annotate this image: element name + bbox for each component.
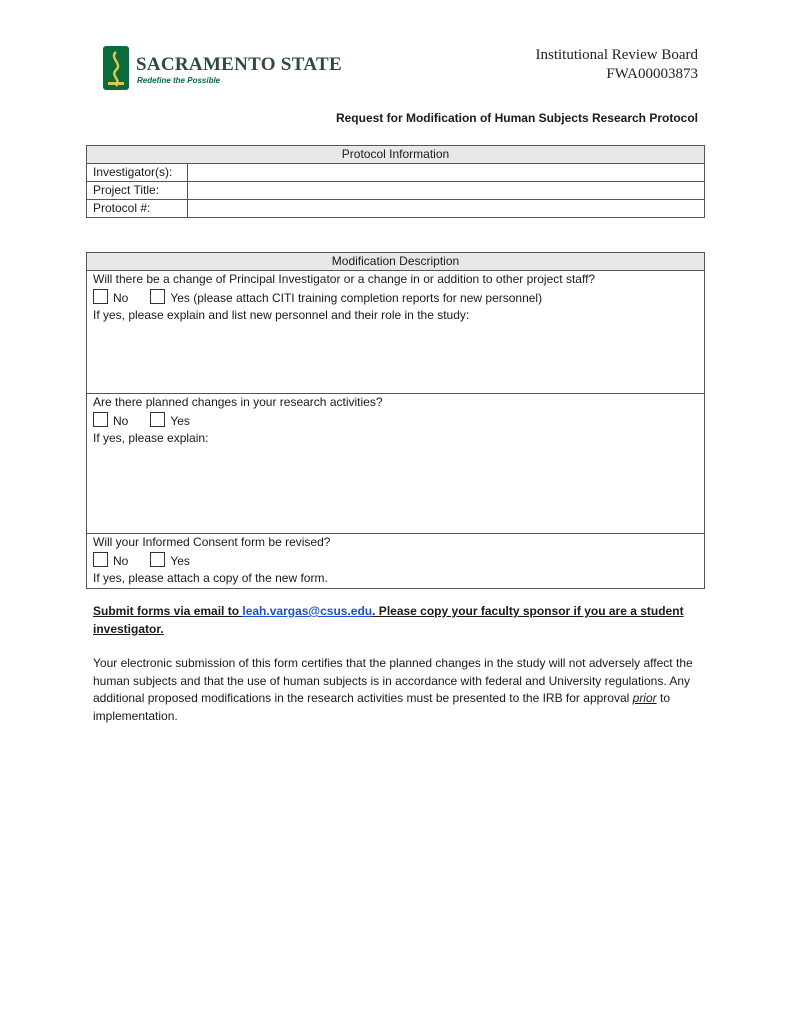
submit-prefix: Submit forms via email to [93, 604, 243, 618]
submit-email-link[interactable]: leah.vargas@csus.edu [242, 604, 373, 618]
personnel-change-section [87, 271, 705, 394]
research-activities-question: Are there planned changes in your research activities? [93, 395, 383, 409]
logo-wordmark: SACRAMENTO STATE [136, 54, 342, 75]
irb-header [536, 46, 698, 84]
modification-description-table [86, 252, 705, 589]
consent-yes-checkbox[interactable] [150, 552, 165, 567]
consent-followup: If yes, please attach a copy of the new form. [93, 571, 328, 585]
consent-no-label: No [113, 553, 129, 568]
informed-consent-question: Will your Informed Consent form be revised? [93, 535, 331, 549]
submit-instructions [93, 603, 693, 638]
protocol-row-protocol-number [87, 200, 705, 218]
fwa-number: FWA00003873 [606, 66, 698, 82]
consent-no-checkbox[interactable] [93, 552, 108, 567]
protocol-information-table [86, 145, 705, 218]
protocol-row-investigators [87, 164, 705, 182]
activities-yes-label: Yes [170, 413, 190, 428]
certification-text-after: to implementation. [93, 691, 670, 723]
activities-followup: If yes, please explain: [93, 431, 209, 445]
research-activities-section [87, 394, 705, 534]
activities-no-label: No [113, 413, 129, 428]
personnel-no-label: No [113, 290, 129, 305]
investigators-label: Investigator(s): [87, 164, 188, 182]
protocol-number-field[interactable] [188, 200, 705, 218]
personnel-followup: If yes, please explain and list new personnel and their role in the study: [93, 308, 470, 322]
irb-name: Institutional Review Board [535, 47, 698, 63]
modification-description-heading: Modification Description [87, 253, 705, 271]
consent-yes-label: Yes [170, 553, 190, 568]
project-title-field[interactable] [188, 182, 705, 200]
project-title-label: Project Title: [87, 182, 188, 200]
certification-text-before: Your electronic submission of this form certifies that the planned changes in the study will not adversely affect the human subjects and that the use of human subjects is in accordance with federal and University regulations. Any additional proposed modifications in the research activities must be presented to the IRB for approval [93, 656, 693, 705]
personnel-yes-checkbox[interactable] [150, 289, 165, 304]
personnel-yes-label: Yes (please attach CITI training completion reports for new personnel) [170, 290, 543, 305]
personnel-no-checkbox[interactable] [93, 289, 108, 304]
personnel-change-question: Will there be a change of Principal Investigator or a change in or addition to other project staff? [93, 272, 596, 286]
certification-emphasis: prior [632, 691, 657, 705]
logo-tagline: Redefine the Possible [137, 76, 221, 85]
informed-consent-section [87, 534, 705, 589]
investigators-field[interactable] [188, 164, 705, 182]
sacramento-state-logo [103, 46, 342, 92]
activities-yes-checkbox[interactable] [150, 412, 165, 427]
protocol-number-label: Protocol #: [87, 200, 188, 218]
protocol-row-project-title [87, 182, 705, 200]
submit-suffix: . Please copy your faculty sponsor if you are a student investigator. [93, 604, 684, 636]
document-title: Request for Modification of Human Subjects Research Protocol [335, 111, 698, 125]
activities-no-checkbox[interactable] [93, 412, 108, 427]
protocol-information-heading: Protocol Information [87, 146, 705, 164]
certification-paragraph [93, 655, 703, 725]
hornet-shield-icon [103, 46, 129, 90]
